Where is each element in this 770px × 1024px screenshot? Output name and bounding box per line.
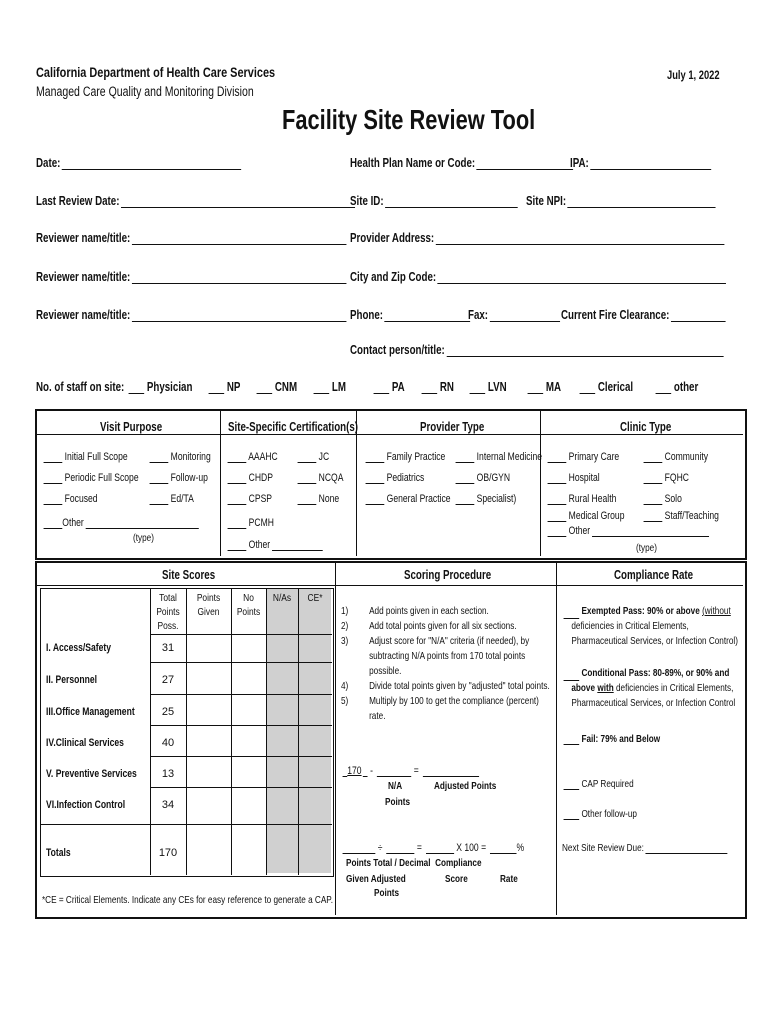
staff-lm[interactable]: LM — [312, 378, 356, 396]
compliance-rate-header: Compliance Rate — [614, 568, 694, 582]
cert-ncqa[interactable]: NCQA — [296, 468, 357, 486]
cap-required[interactable]: CAP Required — [562, 774, 654, 792]
points-label: Points — [385, 796, 411, 808]
row-label-clinical-services: IV.Clinical Services — [46, 737, 124, 749]
staff-cnm[interactable]: CNM — [255, 378, 309, 396]
adjusted-points-label: Adjusted Points — [434, 780, 497, 792]
vp-other[interactable]: Other — [42, 513, 243, 531]
formula-adjusted: 170 - = — [341, 761, 518, 779]
col-total-points: Total Points Poss. — [156, 592, 180, 632]
row-line — [150, 634, 332, 635]
vp-focused[interactable]: Focused — [42, 489, 113, 507]
other-follow-up[interactable]: Other follow-up — [562, 804, 658, 822]
col-points-given: Points Given — [196, 592, 221, 618]
ipa-field[interactable]: IPA: — [570, 154, 751, 172]
ct-primary-care[interactable]: Primary Care — [546, 447, 640, 465]
row-line — [150, 662, 332, 663]
vp-initial-full-scope[interactable]: Initial Full Scope — [42, 447, 152, 465]
row-total-preventive-services: 13 — [161, 768, 175, 780]
na-label: N/A — [388, 780, 403, 792]
cert-cpsp[interactable]: CPSP — [226, 489, 285, 507]
ct-medical-group[interactable]: Medical Group — [546, 506, 647, 524]
site-id-field[interactable]: Site ID: — [350, 192, 565, 210]
divider — [335, 563, 336, 915]
row-total-infection-control: 34 — [161, 799, 175, 811]
staff-lvn[interactable]: LVN — [468, 378, 518, 396]
row-line — [40, 824, 332, 825]
contact-person-field[interactable]: Contact person/title: — [350, 341, 770, 359]
pt-family-practice[interactable]: Family Practice — [364, 447, 468, 465]
row-line — [150, 787, 332, 788]
reviewer-field-3[interactable]: Reviewer name/title: — [36, 306, 434, 324]
scoring-steps: 1) Add points given in each section. 2) Add total points given for all six sections. 3) Adjust score for "N/A" criteria (if needed), by subtracting N/A points from 170 total points possible. 4) Divide total points given by "adjusted" total points. 5) Multiply by 100 to get the compliance (percent) rate. — [341, 605, 550, 722]
city-zip-field[interactable]: City and Zip Code: — [350, 268, 770, 286]
cert-none[interactable]: None — [296, 489, 351, 507]
cert-aaahc[interactable]: AAAHC — [226, 447, 292, 465]
division-name: Managed Care Quality and Monitoring Division — [36, 84, 254, 99]
row-total-personnel: 27 — [161, 674, 175, 686]
scoring-procedure-header: Scoring Procedure — [404, 568, 492, 582]
row-total-clinical-services: 40 — [161, 737, 175, 749]
vp-periodic-full-scope[interactable]: Periodic Full Scope — [42, 468, 166, 486]
ct-staff-teaching[interactable]: Staff/Teaching — [642, 506, 741, 524]
provider-address-field[interactable]: Provider Address: — [350, 229, 770, 247]
ct-hospital[interactable]: Hospital — [546, 468, 615, 486]
col-line — [266, 588, 267, 875]
row-label-preventive-services: V. Preventive Services — [46, 768, 137, 780]
certification-header: Site-Specific Certification(s) — [228, 420, 359, 434]
site-npi-field[interactable]: Site NPI: — [526, 192, 769, 210]
row-label-office-management: III.Office Management — [46, 706, 135, 718]
row-total-access-safety: 31 — [161, 642, 175, 654]
ct-type-label: (type) — [636, 542, 657, 554]
pt-specialist[interactable]: Specialist) — [454, 489, 534, 507]
staff-clerical[interactable]: Clerical — [578, 378, 649, 396]
vp-follow-up[interactable]: Follow-up — [148, 468, 225, 486]
ce-footnote: *CE = Critical Elements. Indicate any CEs for easy reference to generate a CAP. — [42, 894, 333, 906]
row-label-infection-control: VI.Infection Control — [46, 799, 126, 811]
ct-other[interactable]: Other — [546, 521, 755, 539]
reviewer-field-1[interactable]: Reviewer name/title: — [36, 229, 434, 247]
pt-general-practice[interactable]: General Practice — [364, 489, 475, 507]
last-review-date-field[interactable]: Last Review Date: — [36, 192, 445, 210]
col-line — [186, 588, 187, 875]
pt-pediatrics[interactable]: Pediatrics — [364, 468, 441, 486]
cert-other[interactable]: Other — [226, 535, 350, 553]
staff-ma[interactable]: MA — [526, 378, 571, 396]
cert-pcmh[interactable]: PCMH — [226, 513, 287, 531]
fire-clearance-field[interactable]: Current Fire Clearance: — [561, 306, 770, 324]
vp-ed-ta[interactable]: Ed/TA — [148, 489, 207, 507]
staff-np[interactable]: NP — [207, 378, 250, 396]
score-label: Score — [445, 873, 468, 885]
totals-value: 170 — [158, 847, 178, 859]
row-line — [150, 694, 332, 695]
vp-monitoring[interactable]: Monitoring — [148, 447, 228, 465]
health-plan-field[interactable]: Health Plan Name or Code: — [350, 154, 636, 172]
ct-fqhc[interactable]: FQHC — [642, 468, 702, 486]
staff-rn[interactable]: RN — [420, 378, 464, 396]
col-line — [298, 588, 299, 875]
vp-type-label: (type) — [133, 532, 154, 544]
phone-field[interactable]: Phone: — [350, 306, 504, 324]
fail[interactable]: Fail: 79% and Below — [562, 729, 688, 747]
next-site-review-due[interactable]: Next Site Review Due: — [562, 838, 770, 856]
pt-internal-medicine[interactable]: Internal Medicine — [454, 447, 567, 465]
col-nas: N/As — [272, 592, 292, 604]
staff-other[interactable]: other — [654, 378, 711, 396]
provider-type-header: Provider Type — [420, 420, 485, 434]
site-scores-header: Site Scores — [162, 568, 216, 582]
org-name: California Department of Health Care Services — [36, 64, 276, 80]
formula-labels-row1: Points Total / Decimal Compliance — [346, 857, 482, 869]
row-line — [150, 725, 332, 726]
staff-pa[interactable]: PA — [372, 378, 414, 396]
revision-date: July 1, 2022 — [667, 68, 720, 82]
ct-community[interactable]: Community — [642, 447, 727, 465]
visit-purpose-header: Visit Purpose — [100, 420, 163, 434]
divider — [540, 411, 541, 556]
row-label-personnel: II. Personnel — [46, 674, 98, 686]
col-ce: CE* — [307, 592, 323, 604]
col-no-points: No Points — [236, 592, 261, 618]
ct-solo[interactable]: Solo — [642, 489, 693, 507]
points-label-bottom: Points — [374, 887, 400, 899]
page-title: Facility Site Review Tool — [282, 104, 536, 135]
pt-ob-gyn[interactable]: OB/GYN — [454, 468, 526, 486]
exempted-pass[interactable]: Exempted Pass: 90% or above (without deficiencies in Critical Elements, Pharmaceutical Services, or Infection Control) — [562, 604, 770, 649]
staff-physician[interactable]: Physician — [127, 378, 211, 396]
rate-label: Rate — [500, 873, 518, 885]
ct-rural-health[interactable]: Rural Health — [546, 489, 636, 507]
conditional-pass[interactable]: Conditional Pass: 80-89%, or 90% and above with deficiencies in Critical Elements, Pharmaceutical Services, or Infection Control — [562, 666, 770, 711]
col-line — [231, 588, 232, 875]
formula-rate: ÷ = X 100 = % — [341, 838, 576, 856]
reviewer-field-2[interactable]: Reviewer name/title: — [36, 268, 434, 286]
divider — [37, 585, 743, 586]
clinic-type-header: Clinic Type — [620, 420, 672, 434]
cert-chdp[interactable]: CHDP — [226, 468, 286, 486]
row-total-office-management: 25 — [161, 706, 175, 718]
row-label-access-safety: I. Access/Safety — [46, 642, 112, 654]
formula-labels-row2: Given Adjusted — [346, 873, 406, 885]
totals-label: Totals — [46, 847, 71, 859]
cert-jc[interactable]: JC — [296, 447, 339, 465]
row-line — [150, 756, 332, 757]
date-field[interactable]: Date: — [36, 154, 299, 172]
staff-count-label: No. of staff on site: — [36, 380, 125, 394]
fax-field[interactable]: Fax: — [468, 306, 586, 324]
